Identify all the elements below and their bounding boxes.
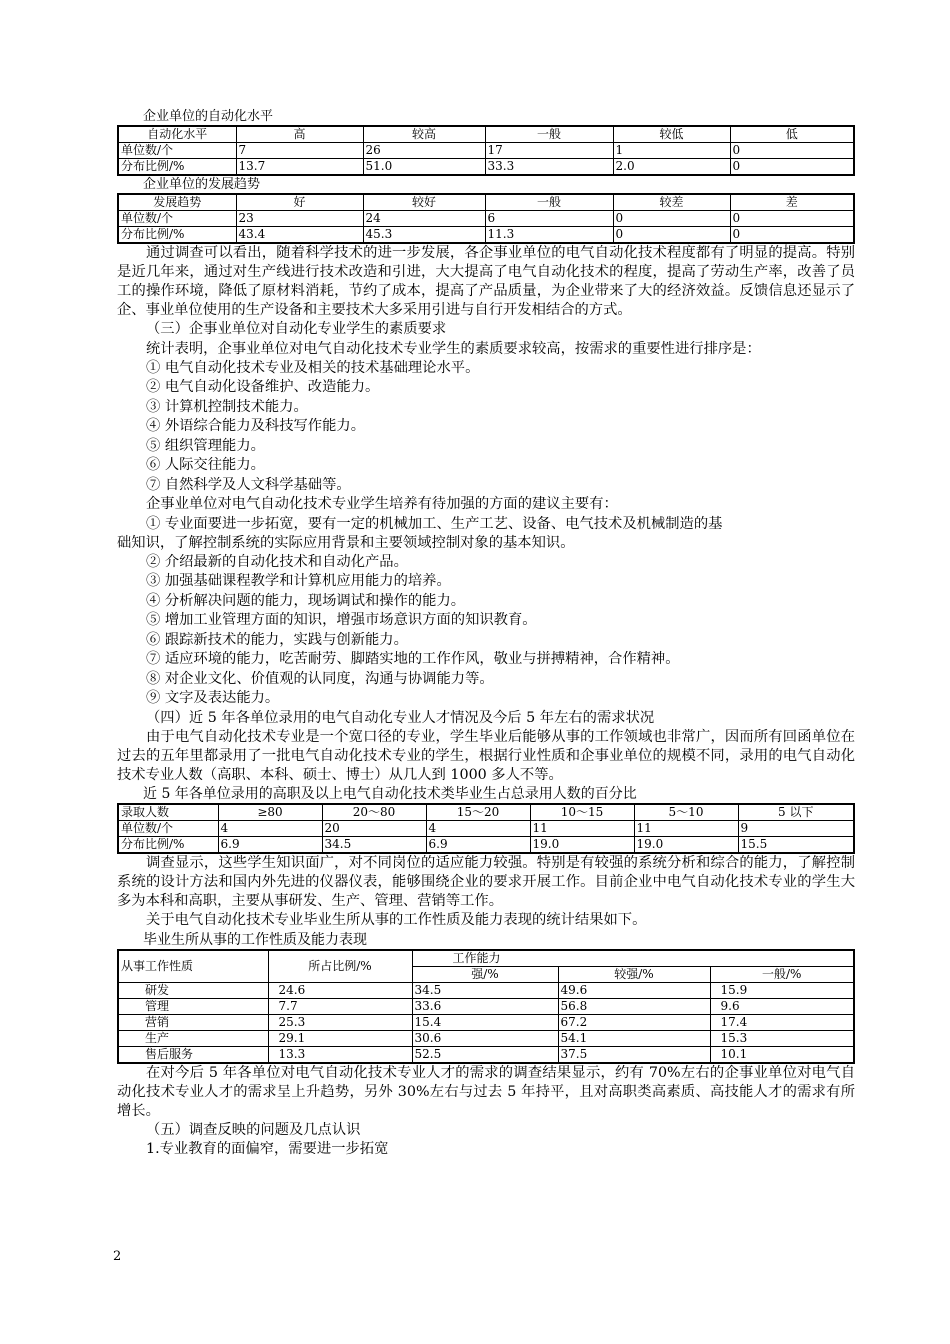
- page-number: 2: [113, 1249, 122, 1264]
- table-cell: 11: [530, 821, 634, 837]
- list-item: ⑨ 文字及表达能力。: [146, 690, 280, 706]
- table-cell: 37.5: [558, 1046, 710, 1063]
- table-cell: 25.3: [268, 1014, 412, 1030]
- table-cell: 15.3: [710, 1030, 854, 1046]
- section-heading: （三）企事业单位对自动化专业学生的素质要求: [146, 321, 447, 337]
- table-cell: 30.6: [412, 1030, 558, 1046]
- table-header-cell: 自动化水平: [118, 126, 236, 143]
- list-item: ⑦ 适应环境的能力，吃苦耐劳、脚踏实地的工作作风，敬业与拼搏精神，合作精神。: [146, 651, 680, 667]
- table-cell: 52.5: [412, 1046, 558, 1063]
- table-cell: 45.3: [363, 227, 485, 244]
- table-cell: 17.4: [710, 1014, 854, 1030]
- table-cell: 54.1: [558, 1030, 710, 1046]
- table-cell: 生产: [118, 1030, 268, 1046]
- section-heading: （五）调查反映的问题及几点认识: [146, 1121, 361, 1138]
- table-cell: 26: [363, 143, 485, 159]
- table-cell: 研发: [118, 982, 268, 998]
- table-header-cell: 20～80: [322, 804, 426, 821]
- table-cell: 56.8: [558, 998, 710, 1014]
- table-row: [118, 821, 854, 837]
- paragraph: 调查显示，这些学生知识面广，对不同岗位的适应能力较强。特别是有较强的系统分析和综合的能力，了解控制系统的设计方法和国内外先进的仪器仪表，能够围绕企业的要求开展工作。目前企业中电气自动化技术专业的学生大多为本科和高职，主要从事研发、生产、管理、营销等工作。: [117, 855, 855, 909]
- table-cell: 0: [730, 143, 854, 159]
- table-header-cell: 低: [730, 126, 854, 143]
- table-cell: 33.6: [412, 998, 558, 1014]
- list-item: ⑥ 人际交往能力。: [146, 457, 265, 473]
- list-item: ③ 计算机控制技术能力。: [146, 398, 308, 415]
- table-cell: 34.5: [412, 982, 558, 998]
- table-header-cell: 发展趋势: [118, 194, 236, 211]
- table-cell: 1: [613, 143, 730, 159]
- table-cell: 29.1: [268, 1030, 412, 1046]
- quality-requirements-list: [117, 359, 855, 496]
- table-row: [118, 1014, 854, 1030]
- table-header-cell: 较强/%: [558, 966, 710, 982]
- table-cell: 67.2: [558, 1014, 710, 1030]
- table-header-cell: 好: [236, 194, 363, 211]
- paragraph: 在对今后 5 年各单位对电气自动化技术专业人才的需求的调查结果显示，约有 70%左右的企事业单位对电气自动化技术专业人才的需求呈上升趋势，另外 30%左右与过去 5 年持平，且对高职类高素质、高技能人才的需求有所增长。: [117, 1064, 855, 1119]
- development-trend-table: [117, 193, 855, 244]
- work-nature-table: [117, 949, 855, 1064]
- table-cell: 管理: [118, 998, 268, 1014]
- table-cell: 0: [730, 159, 854, 176]
- table-cell: 6: [485, 211, 613, 227]
- table-cell: 4: [218, 821, 322, 837]
- list-item: ① 电气自动化技术专业及相关的技术基础理论水平。: [146, 359, 480, 376]
- paragraph: 企事业单位对电气自动化技术专业学生培养有待加强的方面的建议主要有：: [146, 496, 618, 512]
- list-item: ④ 分析解决问题的能力，现场调试和操作的能力。: [146, 592, 466, 609]
- table-header-cell: 差: [730, 194, 854, 211]
- table-group-header: 工作能力: [412, 950, 854, 967]
- paragraph: 通过调查可以看出，随着科学技术的进一步发展，各企事业单位的电气自动化技术程度都有了明显的提高。特别是近几年来，通过对生产线进行技术改造和引进，大大提高了电气自动化技术的程度，提高了劳动生产率，改善了员工的操作环境，降低了原材料消耗，节约了成本，提高了产品质量，为企业带来了大的经济效益。反馈信息还显示了企、事业单位使用的生产设备和主要技术大多采用引进与自行开发相结合的方式。: [117, 245, 855, 318]
- table-header-cell: 录取人数: [118, 804, 218, 821]
- table-cell: 15.4: [412, 1014, 558, 1030]
- table-row: [118, 211, 854, 227]
- table-header-cell: 一般: [485, 126, 613, 143]
- list-item: ④ 外语综合能力及科技写作能力。: [146, 418, 365, 434]
- table-cell: 0: [730, 211, 854, 227]
- list-item: ⑤ 组织管理能力。: [146, 437, 265, 454]
- hiring-ratio-table: [117, 803, 855, 854]
- section-heading: （四）近 5 年各单位录用的电气自动化专业人才情况及今后 5 年左右的需求状况: [146, 709, 655, 726]
- table-cell: 13.7: [236, 159, 363, 176]
- table-cell: 19.0: [530, 837, 634, 854]
- table-row: [118, 159, 854, 176]
- table1-caption: 企业单位的自动化水平: [143, 109, 274, 124]
- table-row: [118, 982, 854, 998]
- table-row: [118, 1030, 854, 1046]
- table-cell: 15.5: [738, 837, 854, 854]
- list-item: ③ 加强基础课程教学和计算机应用能力的培养。: [146, 573, 451, 589]
- table-header-cell: 强/%: [412, 966, 558, 982]
- subsection-heading: 1.专业教育的面偏窄，需要进一步拓宽: [146, 1141, 389, 1157]
- table-header-row: [118, 950, 854, 967]
- table2-caption: 企业单位的发展趋势: [143, 177, 261, 192]
- table-cell: 7: [236, 143, 363, 159]
- table-cell: 7.7: [268, 998, 412, 1014]
- table-header-row: [118, 804, 854, 821]
- table-header-cell: 从事工作性质: [118, 950, 268, 983]
- table-cell: 43.4: [236, 227, 363, 244]
- table-cell: 11.3: [485, 227, 613, 244]
- table-cell: 9: [738, 821, 854, 837]
- table-cell: 分布比例/%: [118, 837, 218, 854]
- list-item: ② 电气自动化设备维护、改造能力。: [146, 379, 380, 395]
- table3-caption: 近 5 年各单位录用的高职及以上电气自动化技术类毕业生占总录用人数的百分比: [143, 786, 637, 802]
- table-row: [118, 998, 854, 1014]
- paragraph: 关于电气自动化技术专业毕业生所从事的工作性质及能力表现的统计结果如下。: [146, 912, 647, 928]
- table-row: [118, 143, 854, 159]
- table-header-cell: 10～15: [530, 804, 634, 821]
- table-cell: 51.0: [363, 159, 485, 176]
- table-cell: 49.6: [558, 982, 710, 998]
- table-cell: 6.9: [218, 837, 322, 854]
- table-header-cell: 一般: [485, 194, 613, 211]
- table-header-cell: 较好: [363, 194, 485, 211]
- table-header-cell: 高: [236, 126, 363, 143]
- table-cell: 33.3: [485, 159, 613, 176]
- table-cell: 23: [236, 211, 363, 227]
- table-cell: 24.6: [268, 982, 412, 998]
- table-row: [118, 837, 854, 854]
- list-item: ⑥ 跟踪新技术的能力，实践与创新能力。: [146, 631, 408, 648]
- table-cell: 分布比例/%: [118, 159, 236, 176]
- table4-caption: 毕业生所从事的工作性质及能力表现: [143, 931, 367, 948]
- list-item: ⑦ 自然科学及人文科学基础等。: [146, 476, 351, 493]
- table-cell: 19.0: [634, 837, 738, 854]
- table-cell: 34.5: [322, 837, 426, 854]
- table-header-cell: 5 以下: [738, 804, 854, 821]
- list-item: ⑧ 对企业文化、价值观的认同度，沟通与协调能力等。: [146, 670, 494, 687]
- table-cell: 2.0: [613, 159, 730, 176]
- table-cell: 0: [613, 227, 730, 244]
- table-cell: 17: [485, 143, 613, 159]
- table-cell: 24: [363, 211, 485, 227]
- table-cell: 9.6: [710, 998, 854, 1014]
- table-cell: 营销: [118, 1014, 268, 1030]
- table-header-cell: 较低: [613, 126, 730, 143]
- document-page: [117, 108, 855, 1160]
- table-header-cell: 5～10: [634, 804, 738, 821]
- list-item-line: ① 专业面要进一步拓宽，要有一定的机械加工、生产工艺、设备、电气技术及机械制造的基: [146, 515, 723, 532]
- table-cell: 单位数/个: [118, 821, 218, 837]
- table-header-cell: 所占比例/%: [268, 950, 412, 983]
- table-header-cell: ≥80: [218, 804, 322, 821]
- table-cell: 售后服务: [118, 1046, 268, 1063]
- table-cell: 13.3: [268, 1046, 412, 1063]
- table-cell: 15.9: [710, 982, 854, 998]
- table-header-cell: 一般/%: [710, 966, 854, 982]
- table-header-cell: 较差: [613, 194, 730, 211]
- table-header-row: [118, 194, 854, 211]
- table-cell: 11: [634, 821, 738, 837]
- table-row: [118, 1046, 854, 1063]
- paragraph: 由于电气自动化技术专业是一个宽口径的专业，学生毕业后能够从事的工作领域也非常广，因而所有回函单位在过去的五年里都录用了一批电气自动化技术专业的学生，根据行业性质和企事业单位的规模不同，录用的电气自动化技术专业人数（高职、本科、硕士、博士）从几人到 1000 多人不等。: [117, 729, 855, 783]
- table-cell: 单位数/个: [118, 143, 236, 159]
- list-item: ⑤ 增加工业管理方面的知识，增强市场意识方面的知识教育。: [146, 612, 537, 628]
- automation-level-table: [117, 125, 855, 176]
- table-cell: 单位数/个: [118, 211, 236, 227]
- list-item: ② 介绍最新的自动化技术和自动化产品。: [146, 553, 408, 570]
- table-cell: 10.1: [710, 1046, 854, 1063]
- list-item-line: 础知识，了解控制系统的实际应用背景和主要领域控制对象的基本知识。: [117, 534, 575, 551]
- list-item: [117, 515, 855, 553]
- table-header-cell: 较高: [363, 126, 485, 143]
- table-row: [118, 227, 854, 244]
- table-header-row: [118, 126, 854, 143]
- table-cell: 分布比例/%: [118, 227, 236, 244]
- table-header-cell: 15～20: [426, 804, 530, 821]
- table-cell: 0: [613, 211, 730, 227]
- table-cell: 0: [730, 227, 854, 244]
- table-cell: 4: [426, 821, 530, 837]
- paragraph: 统计表明，企事业单位对电气自动化技术专业学生的素质要求较高，按需求的重要性进行排序是：: [146, 340, 761, 357]
- table-cell: 20: [322, 821, 426, 837]
- suggestions-list: [117, 515, 855, 709]
- table-cell: 6.9: [426, 837, 530, 854]
